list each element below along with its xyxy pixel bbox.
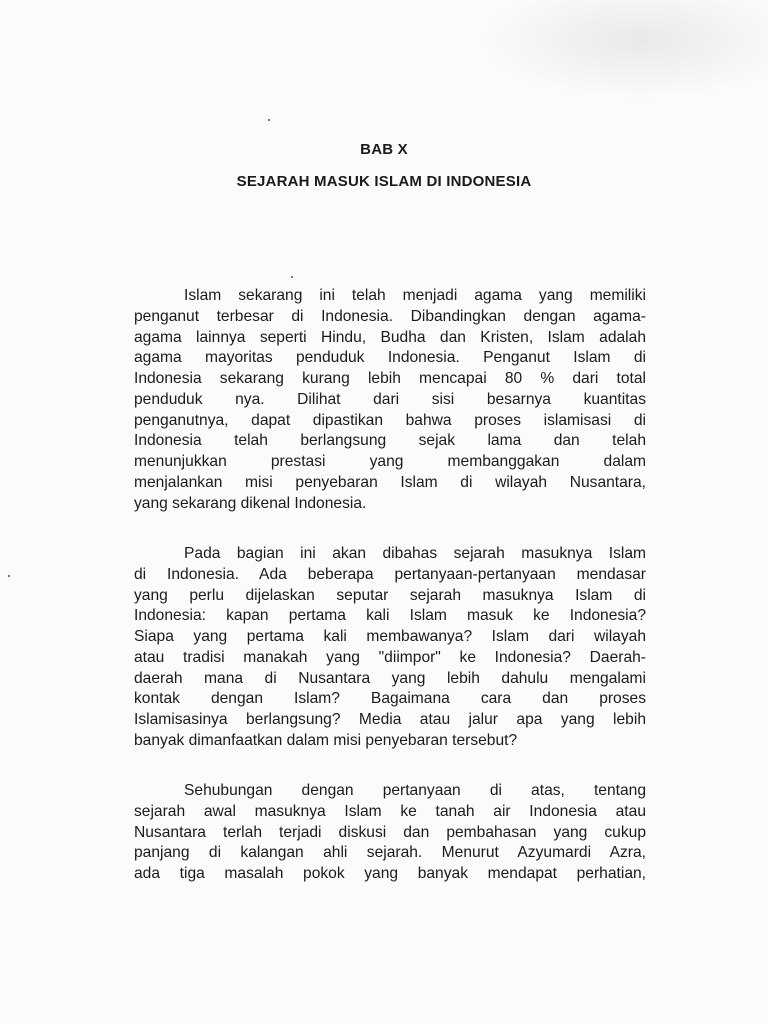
text-line: atau tradisi manakah yang "diimpor" ke Indonesia? Daerah-: [134, 648, 646, 666]
text-line: kontak dengan Islam? Bagaimana cara dan proses: [134, 690, 646, 708]
text-line: penganutnya, dapat dipastikan bahwa proses islamisasi di: [134, 411, 646, 429]
text-line: Islam sekarang ini telah menjadi agama yang memiliki: [184, 287, 646, 304]
text-line: ada tiga masalah pokok yang banyak mendapat perhatian,: [134, 865, 646, 882]
text-line: panjang di kalangan ahli sejarah. Menurut Azyumardi Azra,: [134, 844, 646, 862]
text-line: agama lainnya seperti Hindu, Budha dan Kristen, Islam adalah: [134, 328, 646, 346]
text-line: yang sekarang dikenal Indonesia.: [134, 494, 367, 512]
text-line: Islamisasinya berlangsung? Media atau jalur apa yang lebih: [134, 711, 646, 728]
text-line: menunjukkan prestasi yang membanggakan dalam: [134, 453, 646, 470]
text-line: banyak dimanfaatkan dalam misi penyebaran tersebut?: [134, 731, 518, 749]
chapter-title: SEJARAH MASUK ISLAM DI INDONESIA: [236, 173, 532, 190]
text-line: Indonesia: kapan pertama kali Islam masuk ke Indonesia?: [134, 607, 646, 625]
text-line: di Indonesia. Ada beberapa pertanyaan-pertanyaan mendasar: [134, 565, 646, 583]
paper-speck: [291, 276, 293, 278]
text-line: agama mayoritas penduduk Indonesia. Penganut Islam di: [134, 349, 646, 367]
text-line: Siapa yang pertama kali membawanya? Islam dari wilayah: [134, 628, 646, 645]
text-line: daerah mana di Nusantara yang lebih dahulu mengalami: [134, 669, 646, 687]
text-line: penduduk nya. Dilihat dari sisi besarnya kuantitas: [134, 390, 646, 408]
text-line: Sehubungan dengan pertanyaan di atas, tentang: [184, 782, 646, 799]
text-line: Pada bagian ini akan dibahas sejarah masuknya Islam: [184, 545, 646, 562]
paragraph-3: [134, 781, 646, 885]
chapter-number: BAB X: [360, 141, 408, 158]
text-line: sejarah awal masuknya Islam ke tanah air Indonesia atau: [134, 802, 646, 820]
paragraph-2: [134, 544, 646, 752]
text-line: Indonesia sekarang kurang lebih mencapai 80 % dari total: [134, 370, 646, 387]
text-line: Nusantara terlah terjadi diskusi dan pembahasan yang cukup: [134, 823, 646, 841]
text-line: penganut terbesar di Indonesia. Dibandingkan dengan agama-: [134, 307, 646, 325]
paper-speck: [268, 119, 270, 121]
text-line: Indonesia telah berlangsung sejak lama dan telah: [134, 432, 646, 450]
text-line: menjalankan misi penyebaran Islam di wilayah Nusantara,: [134, 473, 646, 491]
text-line: yang perlu dijelaskan seputar sejarah masuknya Islam di: [134, 586, 646, 604]
paragraph-1: [134, 286, 646, 514]
paper-speck: [8, 575, 10, 577]
